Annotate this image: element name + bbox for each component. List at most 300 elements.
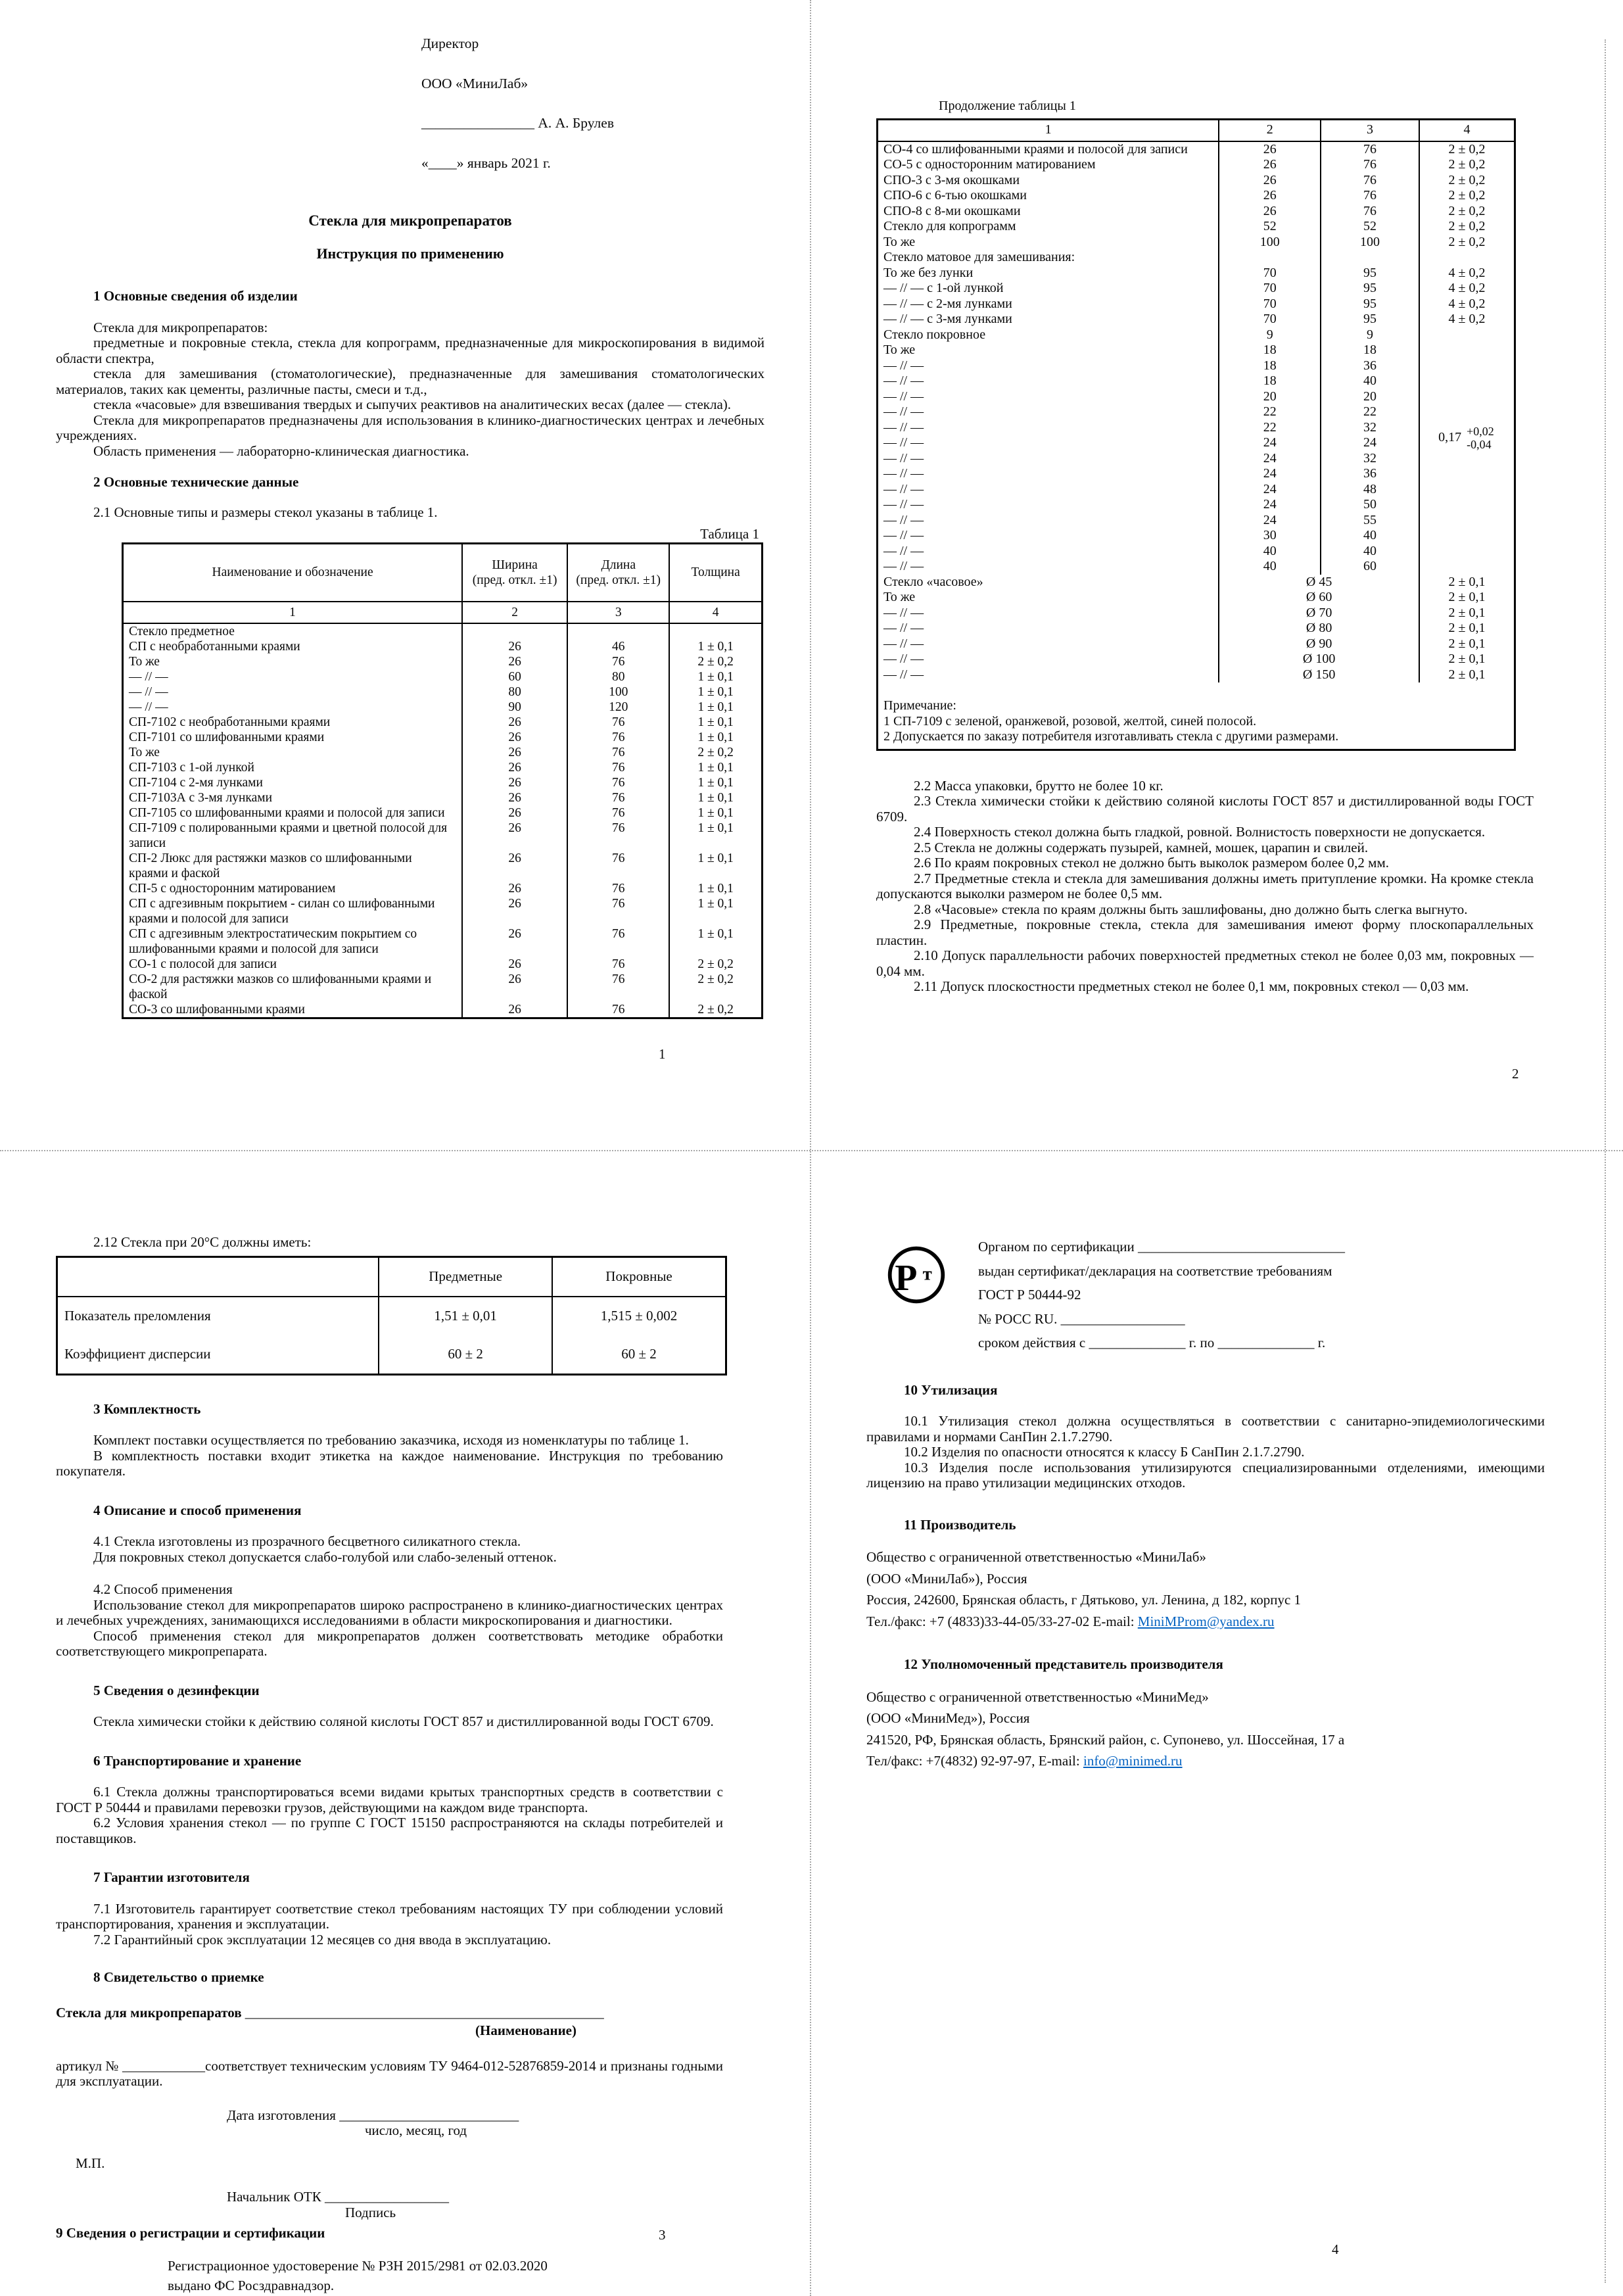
cell-length: 40	[1320, 373, 1419, 389]
name-line: СП-7103А с 3-мя лунками	[129, 790, 273, 805]
cell-thickness-merged	[1419, 358, 1514, 374]
company-label: ООО «МиниЛаб»	[421, 75, 529, 91]
cell-name: — // —	[883, 497, 924, 512]
representative-contact	[866, 1754, 1545, 1769]
paragraph: 2.2 Масса упаковки, брутто не более 10 кг.	[914, 777, 1164, 794]
cell-thickness: 2 ± 0,2	[1419, 188, 1514, 204]
section-2-intro: 2.1 Основные типы и размеры стекол указаны в таблице 1.	[93, 504, 438, 520]
cell-name	[124, 805, 461, 821]
cell-width: 26	[461, 730, 567, 745]
cell-width: 26	[461, 926, 567, 957]
table-row	[124, 715, 761, 730]
cell-name: — // — с 2-мя лунками	[883, 296, 1012, 311]
table-1-caption: Таблица 1	[700, 526, 759, 542]
paragraph: Стекла для микропрепаратов предназначены для использования в клинико-диагностических центрах и лечебных учреждениях.	[56, 412, 764, 443]
page-1	[56, 36, 764, 1019]
registration-lines	[168, 2256, 723, 2295]
cell-thickness-merged	[1419, 451, 1514, 467]
colnum-2: 2	[461, 602, 567, 623]
section-1-heading: 1 Основные сведения об изделии	[93, 288, 298, 304]
cert-line-2: выдан сертификат/декларация на соответствие требованиям	[978, 1262, 1332, 1279]
cell-name: То же без лунки	[883, 265, 974, 280]
table-row	[124, 926, 761, 957]
header-length-line2: (пред. откл. ±1)	[576, 573, 661, 587]
cell-name: — // —	[883, 652, 924, 666]
table-row	[878, 389, 1514, 405]
tolerance-minus: -0,04	[1467, 437, 1492, 451]
table-row	[124, 1002, 761, 1017]
cell-length: 76	[567, 760, 669, 775]
cell-length: 76	[567, 730, 669, 745]
cell-thickness: 1 ± 0,1	[669, 775, 761, 790]
cell-thickness: 2 ± 0,2	[1419, 157, 1514, 173]
table-row	[124, 760, 761, 775]
vertical-cut-line	[810, 0, 811, 2296]
name-line: записи	[129, 836, 166, 850]
cell-subject-value: 1,51 ± 0,01	[378, 1297, 552, 1335]
table-group-watch-glass	[878, 575, 1514, 683]
cell-name: То же	[883, 234, 916, 249]
cell-length: 60	[1320, 559, 1419, 575]
table-notes	[878, 682, 1514, 749]
text-line: Россия, 242600, Брянская область, г Дятьково, ул. Ленина, д 182, корпус 1	[866, 1592, 1302, 1608]
table-row	[878, 667, 1514, 683]
cell-length: 95	[1320, 266, 1419, 281]
cell-name	[124, 821, 461, 851]
table-group-cover-glass	[878, 327, 1514, 575]
cert-line-1: Органом по сертификации ______________________________	[978, 1239, 1346, 1255]
signature-line: ________________ А. А. Брулев	[421, 115, 614, 131]
cell-thickness: 2 ± 0,1	[1419, 667, 1514, 683]
table-1-body	[124, 624, 761, 1017]
cell-name: — // — с 1-ой лункой	[883, 281, 1004, 295]
table-row	[878, 373, 1514, 389]
table-group-a	[878, 142, 1514, 327]
table-row	[124, 654, 761, 669]
table-row	[878, 590, 1514, 606]
cell-name	[124, 669, 461, 684]
text-line: 241520, РФ, Брянская область, Брянский район, с. Супонево, ул. Шоссейная, 17 а	[866, 1731, 1345, 1748]
cell-thickness-merged	[1419, 327, 1514, 343]
document-title: Стекла для микропрепаратов	[308, 212, 512, 229]
paragraph: 2.6 По краям покровных стекол не должно быть выколок размером более 0,2 мм.	[914, 855, 1389, 871]
cell-length: 50	[1320, 497, 1419, 513]
otk-line	[227, 2189, 723, 2205]
section-3-heading: 3 Комплектность	[93, 1400, 201, 1417]
cell-width: 9	[1218, 327, 1320, 343]
paragraph: 2.7 Предметные стекла и стекла для замешивания должны иметь притупление кромки. На кромке стекла допускаются выколки размером не более 0,5 мм.	[876, 870, 1534, 901]
table-1-continued	[876, 118, 1516, 751]
cell-thickness-merged	[1419, 389, 1514, 405]
name-line: краями и фаской	[129, 866, 220, 880]
table-row	[878, 652, 1514, 667]
paragraph: Комплект поставки осуществляется по требованию заказчика, исходя из номенклатуры по таблице 1.	[93, 1432, 689, 1448]
cell-thickness: 1 ± 0,1	[669, 760, 761, 775]
cell-thickness	[1419, 250, 1514, 266]
table-row	[124, 790, 761, 805]
cell-thickness: 2 ± 0,2	[1419, 173, 1514, 189]
cell-length: 95	[1320, 297, 1419, 312]
table-row	[124, 972, 761, 1002]
cell-width: 26	[1218, 188, 1320, 204]
props-body	[58, 1297, 725, 1374]
date-line: «____» январь 2021 г.	[421, 155, 551, 171]
paragraph: предметные и покровные стекла, стекла для копрограмм, предназначенные для микроскопирования в видимой области спектра,	[56, 335, 764, 366]
cert-line-4: № РОСС RU. __________________	[978, 1310, 1185, 1327]
cell-thickness: 1 ± 0,1	[669, 926, 761, 957]
cell-length: 76	[567, 896, 669, 926]
manufacturer-address	[866, 1550, 1545, 1608]
cell-length: 76	[1320, 157, 1419, 173]
cell-thickness-merged	[1419, 513, 1514, 529]
cell-name: — // —	[883, 543, 924, 558]
section-4-paragraphs-a	[56, 1534, 723, 1565]
table-row	[124, 700, 761, 715]
header-length	[567, 544, 669, 601]
svg-text:т: т	[922, 1263, 932, 1285]
tolerance-stack	[1467, 425, 1494, 451]
cell-thickness: 4 ± 0,2	[1419, 297, 1514, 312]
cell-length: 76	[567, 972, 669, 1002]
name-line: То же	[129, 745, 160, 759]
cell-thickness: 2 ± 0,1	[1419, 621, 1514, 636]
cell-name	[124, 851, 461, 881]
cell-name	[124, 730, 461, 745]
cell-length: 18	[1320, 343, 1419, 358]
cell-name: Стекло матовое для замешивания:	[883, 250, 1075, 264]
section-12-heading: 12 Уполномоченный представитель производителя	[904, 1656, 1223, 1672]
cell-thickness: 2 ± 0,1	[1419, 590, 1514, 606]
article-text: артикул № ____________соответствует техническим условиям ТУ 9464-012-52876859-2014 и признаны годными для эксплуатации.	[56, 2057, 723, 2089]
otk-label: Начальник ОТК	[227, 2189, 325, 2205]
otk-caption: Подпись	[345, 2204, 396, 2220]
cell-thickness-merged	[1419, 482, 1514, 498]
cell-length: 76	[567, 654, 669, 669]
name-line: СП-7103 с 1-ой лункой	[129, 760, 254, 775]
merged-tolerance-cell	[1419, 425, 1514, 451]
cell-length: 76	[567, 1002, 669, 1017]
paragraph: Стекла для микропрепаратов:	[93, 319, 268, 335]
table-row	[878, 235, 1514, 251]
colnum-2: 2	[1218, 120, 1320, 141]
representative-address	[866, 1690, 1545, 1748]
table-row	[878, 497, 1514, 513]
table-continuation-label: Продолжение таблицы 1	[939, 99, 1076, 113]
cell-thickness: 1 ± 0,1	[669, 881, 761, 896]
cell-length: 32	[1320, 451, 1419, 467]
cell-width: 26	[1218, 173, 1320, 189]
acceptance-product-line	[56, 2005, 723, 2021]
table-note: 1 СП-7109 с зеленой, оранжевой, розовой, желтой, синей полосой.	[883, 713, 1257, 729]
cell-length: 76	[567, 851, 669, 881]
cell-name	[124, 654, 461, 669]
cell-width: 70	[1218, 281, 1320, 297]
cell-name	[124, 926, 461, 957]
props-header-empty	[58, 1258, 378, 1296]
manufacturer-email-link[interactable]: MiniMProm@yandex.ru	[1137, 1613, 1275, 1629]
props-header-cover: Покровные	[552, 1258, 725, 1296]
cell-name: То же	[883, 343, 916, 357]
name-line: СО-1 с полосой для записи	[129, 957, 277, 971]
cell-name: — // —	[883, 466, 924, 481]
cell-name	[124, 972, 461, 1002]
cell-name: СПО-3 с 3-мя окошками	[883, 172, 1020, 187]
cell-length: 9	[1320, 327, 1419, 343]
paragraph: Использование стекол для микропрепаратов широко распространено в клинико-диагностических центрах и лечебных учреждениях, занимающихся исследованиями в области микроскопирования и диагностики.	[56, 1596, 723, 1628]
cell-name: — // —	[883, 435, 924, 450]
cell-width: 18	[1218, 358, 1320, 374]
colnum-1: 1	[1045, 122, 1052, 137]
cell-length: 76	[567, 821, 669, 851]
cell-diameter: Ø 90	[1218, 636, 1419, 652]
cell-name	[124, 684, 461, 700]
cell-thickness: 2 ± 0,2	[1419, 142, 1514, 158]
cell-name: — // —	[883, 528, 924, 542]
text-line: Общество с ограниченной ответственностью «МиниМед»	[866, 1688, 1209, 1705]
table-row	[124, 821, 761, 851]
name-line: СП-7101 со шлифованными краями	[129, 730, 325, 744]
name-line: СП с адгезивным покрытием - силан со шлифованными	[129, 896, 435, 911]
cell-width: 30	[1218, 528, 1320, 544]
cell-name: СО-5 с односторонним матированием	[883, 157, 1096, 172]
cell-length: 76	[1320, 204, 1419, 220]
cell-name	[124, 715, 461, 730]
cell-thickness: 2 ± 0,1	[1419, 575, 1514, 590]
table-row	[878, 575, 1514, 590]
cell-name: — // —	[883, 621, 924, 635]
paragraph: Стекла химически стойки к действию соляной кислоты ГОСТ 857 и дистиллированной воды ГОСТ 6709.	[93, 1713, 714, 1729]
cell-width: 26	[461, 957, 567, 972]
cell-width: 26	[1218, 157, 1320, 173]
colnum-4: 4	[669, 602, 761, 623]
cell-width: 26	[461, 881, 567, 896]
cell-width: 100	[1218, 235, 1320, 251]
cert-line-3: ГОСТ Р 50444-92	[978, 1287, 1081, 1303]
paragraph: 10.3 Изделия после использования утилизируются специализированными отделениями, имеющими лицензию на право утилизации медицинских отходов.	[866, 1459, 1545, 1491]
cell-width: 24	[1218, 451, 1320, 467]
page-2	[876, 99, 1534, 995]
table-row	[124, 775, 761, 790]
name-line: СП-2 Люкс для растяжки мазков со шлифованными	[129, 851, 412, 865]
cell-width: 60	[461, 669, 567, 684]
manufacturer-contact-prefix: Тел./факс: +7 (4833)33-44-05/33-27-02 E-mail:	[866, 1613, 1138, 1629]
table-row	[124, 730, 761, 745]
name-line: — // —	[129, 684, 168, 699]
paragraph: 6.1 Стекла должны транспортироваться всеми видами крытых транспортных средств в соответствии с ГОСТ Р 50444 и правилами перевозки грузов, действующими на каждом виде транспорта.	[56, 1784, 723, 1815]
cell-name: — // —	[883, 419, 924, 435]
table-group-b-rows	[878, 327, 1514, 575]
table-row	[878, 142, 1514, 158]
cell-width: 40	[1218, 544, 1320, 560]
cell-width: 22	[1218, 420, 1320, 436]
colnum-1: 1	[289, 605, 296, 619]
cell-thickness: 2 ± 0,2	[669, 1002, 761, 1017]
cell-length: 55	[1320, 513, 1419, 529]
cell-name	[124, 745, 461, 760]
header-thickness: Толщина	[669, 544, 761, 601]
date-label: Дата изготовления	[227, 2107, 340, 2123]
table-row	[878, 451, 1514, 467]
section-1-paragraphs	[56, 320, 764, 460]
cell-width: 26	[461, 805, 567, 821]
page-number-2: 2	[1512, 1066, 1519, 1082]
cell-thickness: 2 ± 0,2	[1419, 219, 1514, 235]
cell-width: 26	[461, 851, 567, 881]
section-8-heading: 8 Свидетельство о приемке	[93, 1969, 264, 1985]
cell-thickness: 2 ± 0,2	[669, 957, 761, 972]
cert-line-5: сроком действия с ______________ г. по ______________ г.	[978, 1335, 1326, 1351]
cell-length: 100	[1320, 235, 1419, 251]
section-7-heading: 7 Гарантии изготовителя	[93, 1869, 250, 1885]
table-row	[878, 343, 1514, 358]
cell-length: 24	[1320, 435, 1419, 451]
paragraph: 2.10 Допуск параллельности рабочих поверхностей предметных стекол не более 0,03 мм, покровных — 0,04 мм.	[876, 947, 1534, 979]
cell-name: Стекло покровное	[883, 327, 986, 342]
paragraph: 2.4 Поверхность стекол должна быть гладкой, ровной. Волнистость поверхности не допускается.	[914, 824, 1486, 840]
name-caption: (Наименование)	[475, 2022, 576, 2038]
cell-cover-value: 1,515 ± 0,002	[552, 1297, 725, 1335]
props-row	[58, 1335, 725, 1374]
cell-thickness-merged	[1419, 373, 1514, 389]
paragraph: 2.8 «Часовые» стекла по краям должны быть зашлифованы, дно должно быть слегка выгнуто.	[914, 901, 1468, 917]
table-row	[878, 528, 1514, 544]
page-3	[56, 1235, 723, 2295]
cell-width: 24	[1218, 497, 1320, 513]
cell-length: 20	[1320, 389, 1419, 405]
cell-name: — // —	[883, 358, 924, 373]
date-underline: __________________________	[339, 2107, 519, 2123]
props-row	[58, 1297, 725, 1335]
paragraph: 2.11 Допуск плоскостности предметных стекол не более 0,1 мм, покровных стекол — 0,03 мм.	[914, 978, 1469, 994]
cell-name: — // —	[883, 389, 924, 404]
cell-width: 70	[1218, 297, 1320, 312]
cell-thickness: 1 ± 0,1	[669, 669, 761, 684]
certification-block	[978, 1239, 1524, 1351]
cell-name	[124, 957, 461, 972]
cell-name	[124, 700, 461, 715]
cell-name: — // —	[883, 559, 924, 573]
cell-width: 26	[461, 624, 567, 654]
cell-length: 32	[1320, 420, 1419, 436]
page-4	[866, 1239, 1545, 1775]
notes-label: Примечание:	[883, 698, 956, 713]
cell-name: СПО-6 с 6-тью окошками	[883, 188, 1027, 203]
cell-name: СО-4 со шлифованными краями и полосой для записи	[883, 141, 1188, 156]
cell-thickness: 1 ± 0,1	[669, 624, 761, 654]
rosstandart-certification-icon	[885, 1243, 948, 1306]
cell-name: СПО-8 с 8-ми окошками	[883, 203, 1021, 218]
text-line: (ООО «МиниМед»), Россия	[866, 1710, 1030, 1726]
cell-thickness-merged	[1419, 497, 1514, 513]
cell-length: 76	[567, 790, 669, 805]
paragraph: 4.2 Способ применения	[93, 1581, 233, 1597]
cell-thickness-merged	[1419, 559, 1514, 575]
cell-name	[124, 790, 461, 805]
otk-underline: __________________	[324, 2189, 449, 2205]
table-row	[878, 173, 1514, 189]
table-row	[878, 606, 1514, 621]
cell-length: 52	[1320, 219, 1419, 235]
cell-thickness: 2 ± 0,2	[669, 654, 761, 669]
cell-width: 24	[1218, 466, 1320, 482]
cell-width: 24	[1218, 435, 1320, 451]
representative-email-link[interactable]: info@minimed.ru	[1083, 1753, 1183, 1769]
section-4-paragraphs-b	[56, 1582, 723, 1660]
table-note: 2 Допускается по заказу потребителя изготавливать стекла с другими размерами.	[883, 729, 1339, 744]
colnum-3: 3	[567, 602, 669, 623]
table-row	[878, 621, 1514, 636]
cell-width: 26	[461, 745, 567, 760]
table-row	[878, 157, 1514, 173]
cell-name: — // —	[883, 605, 924, 620]
table-row	[878, 266, 1514, 281]
table-row	[878, 297, 1514, 312]
paragraph: 10.2 Изделия по опасности относятся к классу Б СанПин 2.1.7.2790.	[904, 1444, 1305, 1460]
cell-width: 26	[461, 654, 567, 669]
cell-thickness: 1 ± 0,1	[669, 896, 761, 926]
cell-length: 46	[567, 624, 669, 654]
table-row	[878, 358, 1514, 374]
table-row	[878, 404, 1514, 420]
name-line: СО-3 со шлифованными краями	[129, 1002, 305, 1016]
cell-width	[1218, 250, 1320, 266]
paragraph: В комплектность поставки входит этикетка на каждое наименование. Инструкция по требованию покупателя.	[56, 1447, 723, 1479]
cell-thickness-merged	[1419, 528, 1514, 544]
cell-width: 80	[461, 684, 567, 700]
cell-length	[1320, 250, 1419, 266]
page-number-1: 1	[659, 1046, 666, 1062]
cell-thickness: 1 ± 0,1	[669, 790, 761, 805]
props-header-row	[58, 1258, 725, 1297]
table-1-numbering-row	[124, 602, 761, 624]
name-line: СП-7105 со шлифованными краями и полосой для записи	[129, 805, 445, 820]
paragraph: стекла «часовые» для взвешивания твердых и сыпучих реактивов на аналитических весах (далее — стекла).	[93, 396, 732, 412]
cell-width: 26	[461, 896, 567, 926]
text-line: Регистрационное удостоверение № РЗН 2015/2981 от 02.03.2020	[168, 2257, 548, 2274]
cell-length: 120	[567, 700, 669, 715]
props-header-subject: Предметные	[378, 1258, 552, 1296]
cell-name: — // —	[883, 373, 924, 388]
text-line: (ООО «МиниЛаб»), Россия	[866, 1570, 1027, 1587]
table-row	[878, 327, 1514, 343]
cell-diameter: Ø 60	[1218, 590, 1419, 606]
name-line: — // —	[129, 700, 168, 714]
cell-diameter: Ø 80	[1218, 621, 1419, 636]
cell-length: 76	[567, 805, 669, 821]
cell-width: 26	[461, 715, 567, 730]
cell-length: 76	[567, 926, 669, 957]
paragraph: 2.3 Стекла химически стойки к действию соляной кислоты ГОСТ 857 и дистиллированной воды ГОСТ 6709.	[876, 793, 1534, 825]
section-5-paragraphs	[56, 1714, 723, 1730]
paragraph: Способ применения стекол для микропрепаратов должен соответствовать методике обработки соответствующего микропрепарата.	[56, 1627, 723, 1659]
name-line: шлифованными краями и полосой для записи	[129, 942, 379, 956]
name-line: СП-7104 с 2-мя лунками	[129, 775, 263, 790]
table-row	[124, 669, 761, 684]
name-line: Стекло предметное	[129, 624, 235, 638]
page-number-4: 4	[1332, 2241, 1339, 2257]
tolerance-plus: +0,02	[1467, 424, 1494, 438]
page-number-3: 3	[659, 2227, 666, 2243]
name-line: СП-7109 с полированными краями и цветной полосой для	[129, 821, 448, 835]
cell-subject-value: 60 ± 2	[378, 1335, 552, 1374]
section-2-12-intro: 2.12 Стекла при 20°С должны иметь:	[93, 1234, 312, 1250]
cell-thickness: 2 ± 0,2	[1419, 204, 1514, 220]
cell-parameter: Коэффициент дисперсии	[64, 1345, 211, 1362]
signature-block	[421, 36, 764, 171]
cell-length: 100	[567, 684, 669, 700]
cell-thickness-merged	[1419, 404, 1514, 420]
section-10-paragraphs	[866, 1414, 1545, 1491]
